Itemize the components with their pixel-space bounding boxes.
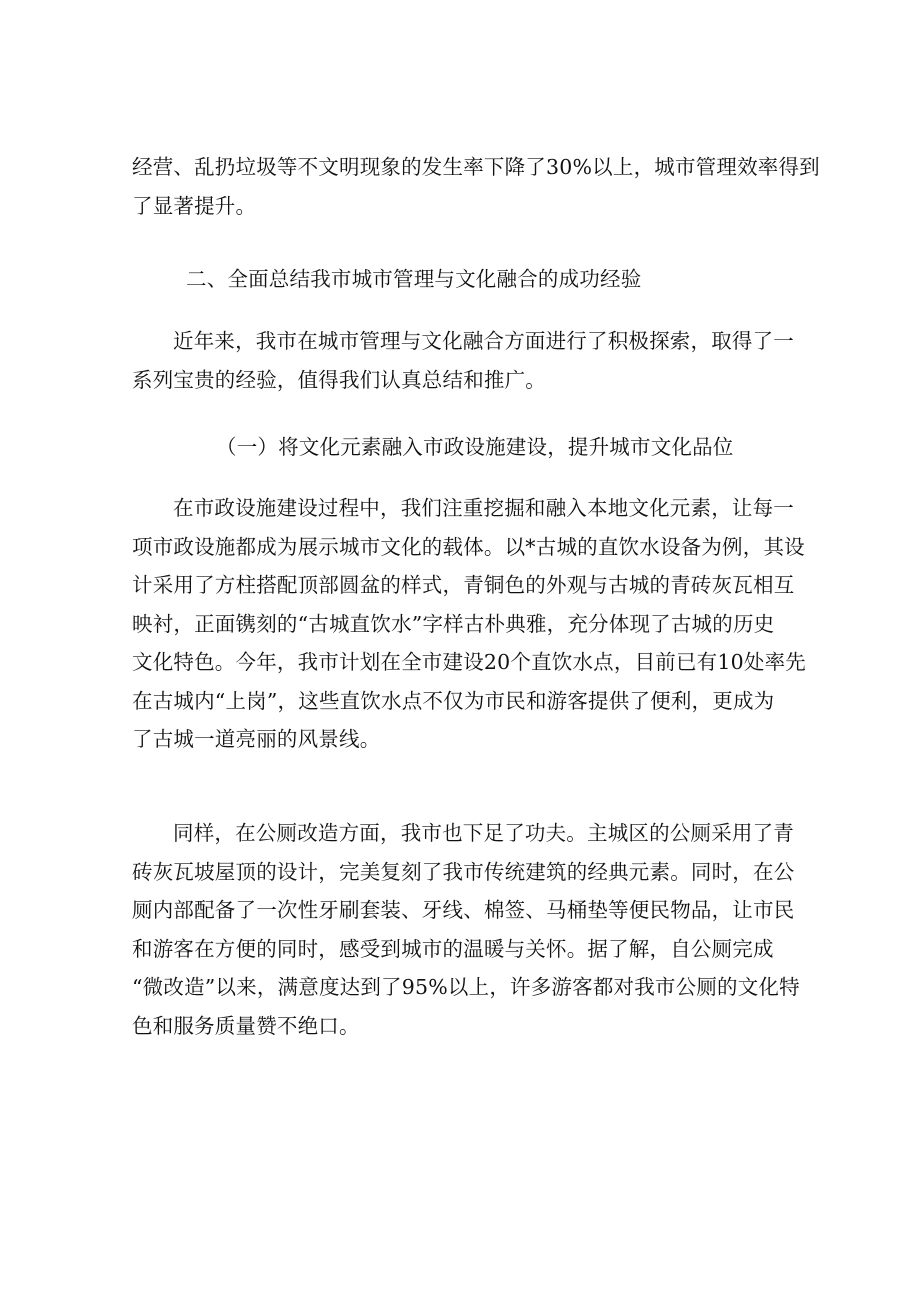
text-line: 项市政设施都成为展示城市文化的载体。以*古城的直饮水设备为例，其设 (132, 534, 805, 559)
text-line: 了古城一道亮丽的风景线。 (132, 727, 381, 751)
text-line: 计采用了方柱搭配顶部圆盆的样式，青铜色的外观与古城的青砖灰瓦相互 (132, 573, 795, 597)
text-line: （一）将文化元素融入市政设施建设，提升城市文化品位 (216, 435, 734, 459)
paragraph-section-intro (132, 322, 792, 399)
text-line: 色和服务质量赞不绝口。 (132, 1013, 360, 1038)
subsection-heading (216, 428, 734, 467)
text-line: 二、全面总结我市城市管理与文化融合的成功经验 (186, 267, 642, 291)
text-line: 在市政设施建设过程中，我们注重挖掘和融入本地文化元素，让每一 (173, 496, 794, 520)
text-line: 经营、乱扔垃圾等不文明现象的发生率下降了30%以上，城市管理效率得到 (132, 155, 820, 179)
text-line: 和游客在方便的同时，感受到城市的温暖与关怀。据了解，自公厕完成 (132, 936, 774, 961)
paragraph-municipal-facilities (132, 489, 806, 759)
text-line: 文化特色。今年，我市计划在全市建设20个直饮水点，目前已有10处率先 (132, 650, 806, 674)
text-line: 映衬，正面镌刻的“古城直饮水”字样古朴典雅，充分体现了古城的历史 (132, 611, 775, 636)
text-line: “微改造”以来，满意度达到了95%以上，许多游客都对我市公厕的文化特 (132, 975, 800, 999)
text-line: 系列宝贵的经验，值得我们认真总结和推广。 (132, 367, 546, 392)
text-line: 在古城内“上岗”，这些直饮水点不仅为市民和游客提供了便利，更成为 (132, 688, 775, 713)
section-heading (186, 260, 641, 299)
text-line: 了显著提升。 (132, 193, 257, 218)
text-line: 砖灰瓦坡屋顶的设计，完美复刻了我市传统建筑的经典元素。同时，在公 (132, 859, 795, 884)
paragraph-public-toilets (132, 814, 800, 1045)
text-line: 同样，在公厕改造方面，我市也下足了功夫。主城区的公厕采用了青 (173, 821, 794, 845)
text-line: 近年来，我市在城市管理与文化融合方面进行了积极探索，取得了一 (173, 329, 794, 353)
text-line: 厕内部配备了一次性牙刷套装、牙线、棉签、马桶垫等便民物品，让市民 (132, 898, 795, 922)
paragraph-intro-continuation (132, 148, 820, 225)
